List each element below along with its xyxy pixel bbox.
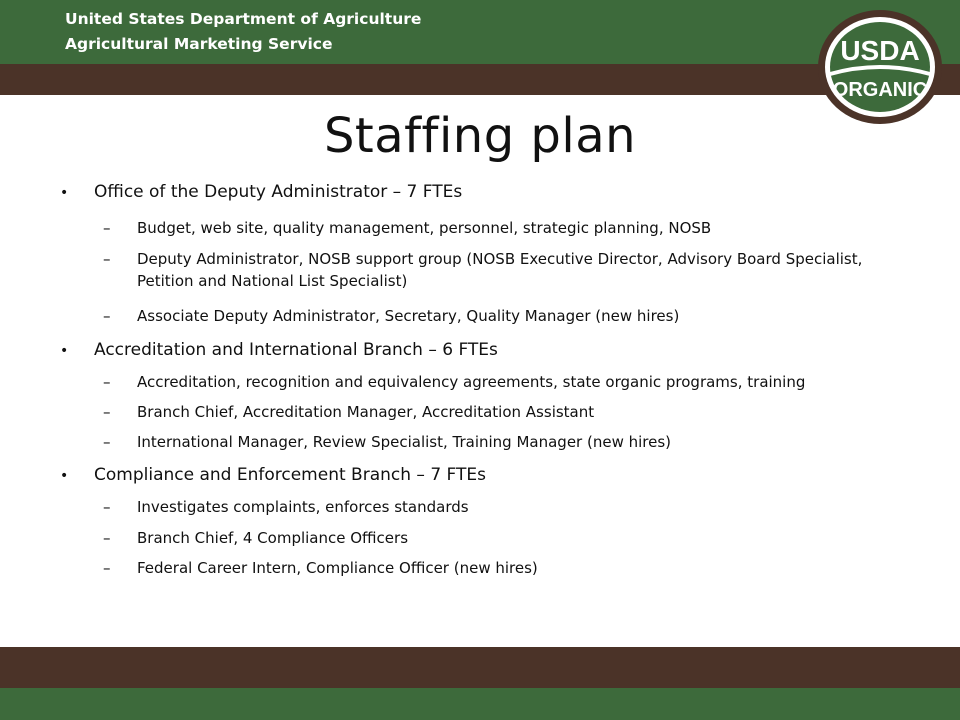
list-item: – International Manager, Review Specialist, Training Manager (new hires) [103, 433, 672, 451]
service-name: Agricultural Marketing Service [65, 35, 333, 53]
list-item: – Associate Deputy Administrator, Secretary, Quality Manager (new hires) [103, 307, 680, 325]
list-item: – Branch Chief, 4 Compliance Officers [103, 529, 409, 547]
section-heading: • Office of the Deputy Administrator – 7 FTEs [60, 182, 463, 202]
organization-name [65, 7, 421, 57]
list-item: – Budget, web site, quality management, personnel, strategic planning, NOSB [103, 219, 712, 237]
seal-top-text: USDA [840, 35, 920, 66]
section-heading: • Accreditation and International Branch – 6 FTEs [60, 340, 498, 360]
list-item: – Deputy Administrator, NOSB support group (NOSB Executive Director, Advisory Board Specialist, Petition and National List Specialist) [103, 250, 863, 290]
footer-brown-band [0, 647, 960, 688]
list-item: – Accreditation, recognition and equivalency agreements, state organic programs, training [103, 373, 806, 391]
seal-bottom-text: ORGANIC [832, 79, 928, 101]
list-item: – Investigates complaints, enforces standards [103, 498, 469, 516]
list-item: – Federal Career Intern, Compliance Officer (new hires) [103, 559, 538, 577]
list-item: – Branch Chief, Accreditation Manager, Accreditation Assistant [103, 403, 595, 421]
section-heading: • Compliance and Enforcement Branch – 7 FTEs [60, 465, 486, 485]
department-name: United States Department of Agriculture [65, 10, 422, 28]
slide-title: Staffing plan [323, 108, 637, 164]
footer-green-band [0, 688, 960, 720]
